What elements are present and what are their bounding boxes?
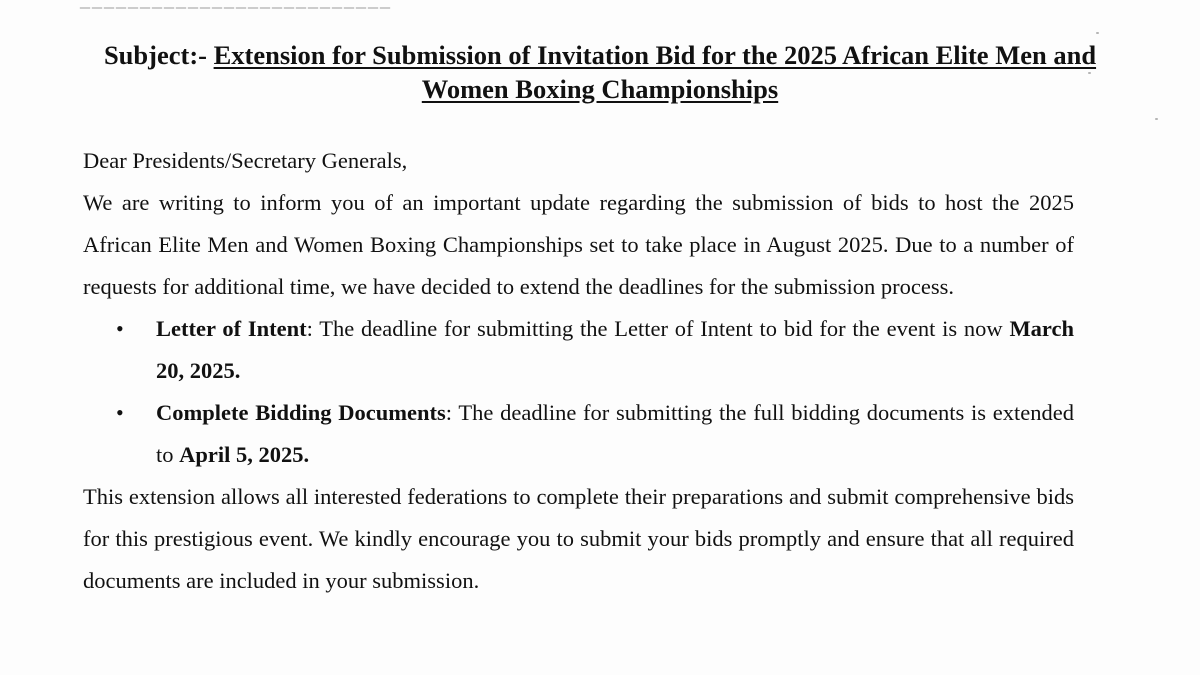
scan-speck — [1096, 32, 1099, 34]
deadline-text: : The deadline for submitting the Letter of Intent to bid for the event is now — [306, 316, 1010, 341]
cut-off-header-text: __________________________ — [80, 0, 392, 11]
deadline-term: Letter of Intent — [156, 316, 307, 341]
salutation: Dear Presidents/Secretary Generals, — [83, 148, 408, 173]
deadline-text: : The deadline for submitting the full bidding documents is extended to — [156, 400, 1074, 467]
bullet-icon: • — [116, 316, 124, 341]
scan-speck — [1088, 72, 1091, 74]
deadline-date: April 5, 2025. — [179, 442, 310, 467]
deadline-item-letter-of-intent — [116, 308, 1075, 392]
letter-body — [83, 140, 1074, 602]
subject-label: Subject:- — [103, 40, 207, 70]
subject-heading — [60, 38, 1140, 106]
deadline-item-complete-bidding-documents — [116, 392, 1074, 476]
intro-paragraph: We are writing to inform you of an important update regarding the submission of bids to host the 2025 African Elite Men and Women Boxing Championships set to take place in August 2025. Due to a number of requests for additional time, we have decided to extend the deadlines for the submission process. — [83, 190, 1074, 299]
deadline-term: Complete Bidding Documents — [156, 400, 446, 425]
bullet-icon: • — [116, 400, 124, 425]
closing-paragraph: This extension allows all interested federations to complete their preparations and submit comprehensive bids for this prestigious event. We kindly encourage you to submit your bids promptly and ensure that all required documents are included in your submission. — [83, 484, 1074, 593]
scan-speck — [1155, 118, 1158, 120]
deadline-list — [83, 308, 1074, 476]
subject-title: Extension for Submission of Invitation Bid for the 2025 African Elite Men and Women Boxing Championships — [213, 40, 1097, 104]
deadline-date: March 20, 2025. — [156, 316, 1075, 383]
